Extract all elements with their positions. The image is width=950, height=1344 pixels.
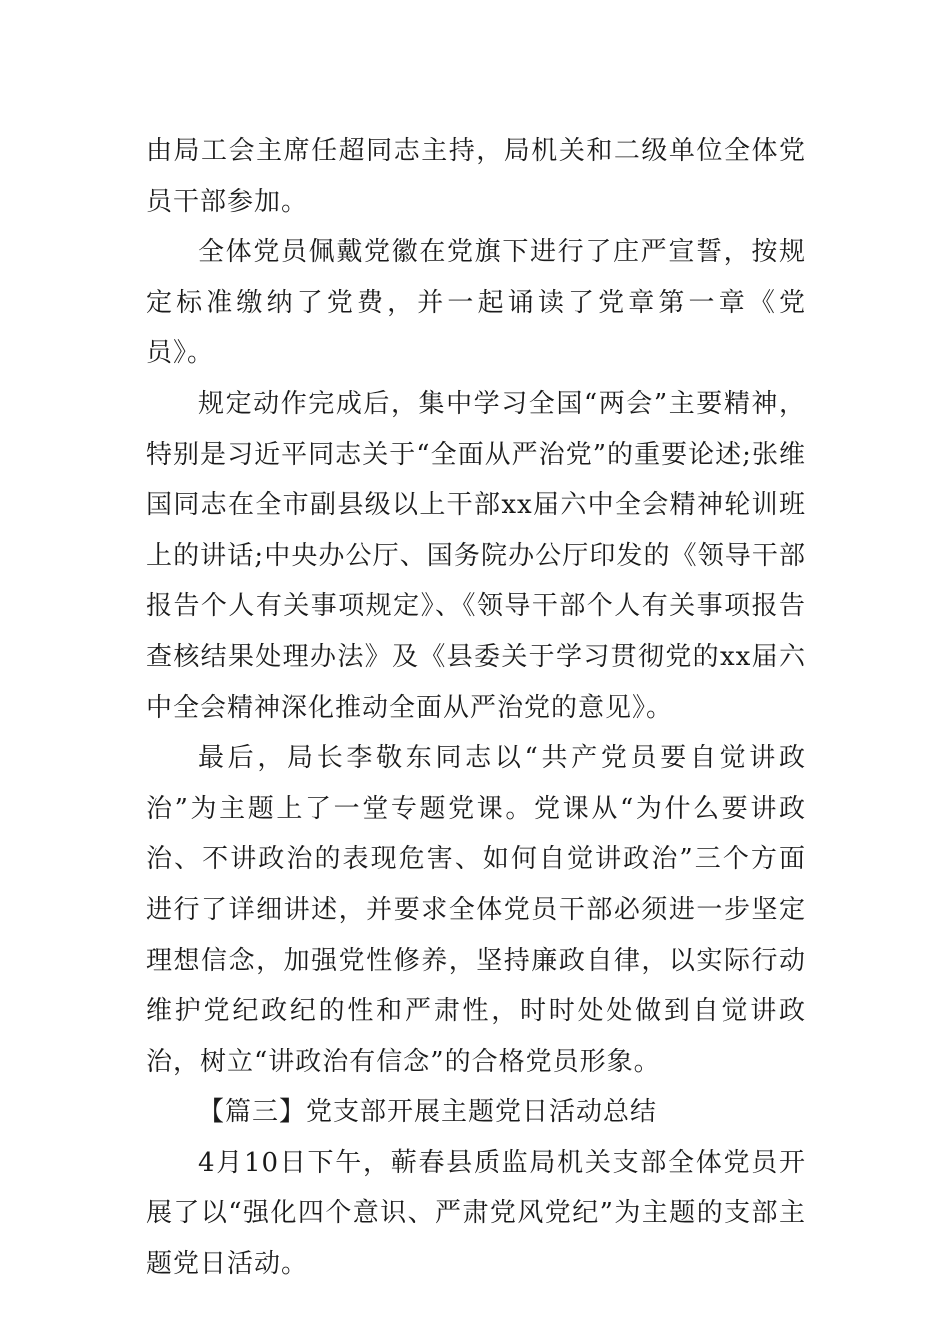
document-body bbox=[146, 126, 806, 1290]
paragraph-6: 4月10日下午，蕲春县质监局机关支部全体党员开展了以“强化四个意识、严肃党风党纪”为主题的支部主题党日活动。 bbox=[146, 1147, 806, 1280]
paragraph-2: 全体党员佩戴党徽在党旗下进行了庄严宣誓，按规定标准缴纳了党费，并一起诵读了党章第一章《党员》。 bbox=[146, 237, 806, 369]
paragraph-4: 最后，局长李敬东同志以“共产党员要自觉讲政治”为主题上了一堂专题党课。党课从“为什么要讲政治、不讲政治的表现危害、如何自觉讲政治”三个方面进行了详细讲述，并要求全体党员干部必须进一步坚定理想信念，加强党性修养，坚持廉政自律，以实际行动维护党纪政纪的性和严肃性，时时处处做到自觉讲政治，树立“讲政治有信念”的合格党员形象。 bbox=[146, 743, 806, 1077]
section-heading: 【篇三】党支部开展主题党日活动总结 bbox=[198, 1097, 658, 1128]
paragraph-1: 由局工会主席任超同志主持，局机关和二级单位全体党员干部参加。 bbox=[146, 136, 806, 217]
paragraph-3: 规定动作完成后，集中学习全国“两会”主要精神，特别是习近平同志关于“全面从严治党”的重要论述;张维国同志在全市副县级以上干部xx届六中全会精神轮训班上的讲话;中央办公厅、国务院办公厅印发的《领导干部报告个人有关事项规定》、《领导干部个人有关事项报告查核结果处理办法》及《县委关于学习贯彻党的xx届六中全会精神深化推动全面从严治党的意见》。 bbox=[146, 388, 806, 723]
